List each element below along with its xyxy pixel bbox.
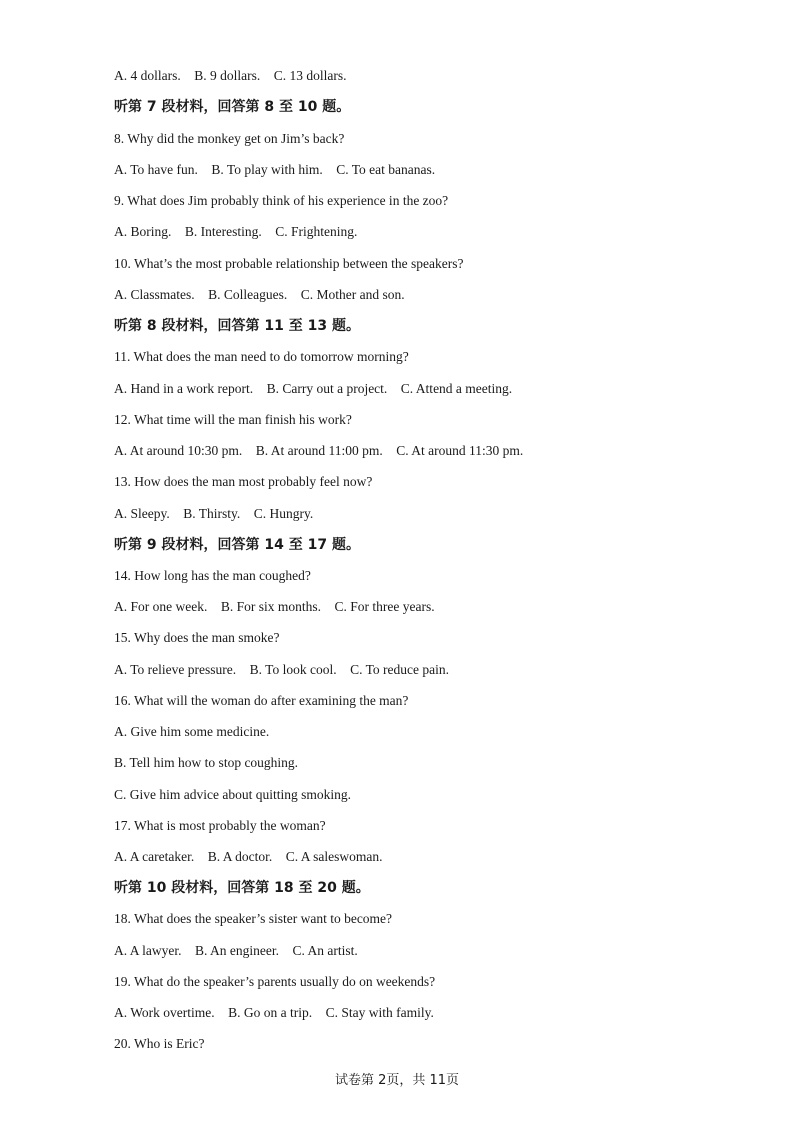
question-14: 14. How long has the man coughed?	[114, 568, 311, 583]
section-heading-8: 听第 8 段材料，回答第 11 至 13 题。	[114, 318, 360, 334]
option-line-q11: A. Hand in a work report. B. Carry out a project. C. Attend a meeting.	[114, 381, 513, 396]
question-8: 8. Why did the monkey get on Jim’s back?	[114, 131, 345, 146]
question-12: 12. What time will the man finish his work?	[114, 412, 352, 427]
question-10: 10. What’s the most probable relationship between the speakers?	[114, 256, 464, 271]
question-20: 20. Who is Eric?	[114, 1036, 205, 1051]
question-16: 16. What will the woman do after examining the man?	[114, 693, 409, 708]
question-19: 19. What do the speaker’s parents usually do on weekends?	[114, 974, 436, 989]
option-line-q8: A. To have fun. B. To play with him. C. To eat bananas.	[114, 162, 436, 177]
option-16-b: B. Tell him how to stop coughing.	[114, 755, 299, 770]
question-13: 13. How does the man most probably feel now?	[114, 474, 373, 489]
question-11: 11. What does the man need to do tomorrow morning?	[114, 349, 409, 364]
option-16-c: C. Give him advice about quitting smoking.	[114, 787, 351, 802]
section-heading-10: 听第 10 段材料，回答第 18 至 20 题。	[114, 880, 370, 896]
option-16-a: A. Give him some medicine.	[114, 724, 270, 739]
question-17: 17. What is most probably the woman?	[114, 818, 326, 833]
option-line-q12: A. At around 10:30 pm. B. At around 11:00 pm. C. At around 11:30 pm.	[114, 443, 524, 458]
section-heading-7: 听第 7 段材料，回答第 8 至 10 题。	[114, 99, 351, 115]
option-line-q19: A. Work overtime. B. Go on a trip. C. Stay with family.	[114, 1005, 434, 1020]
section-heading-9: 听第 9 段材料，回答第 14 至 17 题。	[114, 537, 360, 553]
page-footer: 试卷第 2页，共 11页	[334, 1073, 460, 1088]
option-line-q9: A. Boring. B. Interesting. C. Frightening.	[114, 224, 358, 239]
question-9: 9. What does Jim probably think of his experience in the zoo?	[114, 193, 449, 208]
question-15: 15. Why does the man smoke?	[114, 630, 280, 645]
option-line-q13: A. Sleepy. B. Thirsty. C. Hungry.	[114, 506, 314, 521]
question-18: 18. What does the speaker’s sister want to become?	[114, 911, 393, 926]
option-line-q14: A. For one week. B. For six months. C. For three years.	[114, 599, 435, 614]
option-line-q10: A. Classmates. B. Colleagues. C. Mother and son.	[114, 287, 405, 302]
option-line-q15: A. To relieve pressure. B. To look cool. C. To reduce pain.	[114, 662, 449, 677]
option-line-q7: A. 4 dollars. B. 9 dollars. C. 13 dollars.	[114, 68, 347, 83]
option-line-q18: A. A lawyer. B. An engineer. C. An artist.	[114, 943, 358, 958]
option-line-q17: A. A caretaker. B. A doctor. C. A saleswoman.	[114, 849, 383, 864]
